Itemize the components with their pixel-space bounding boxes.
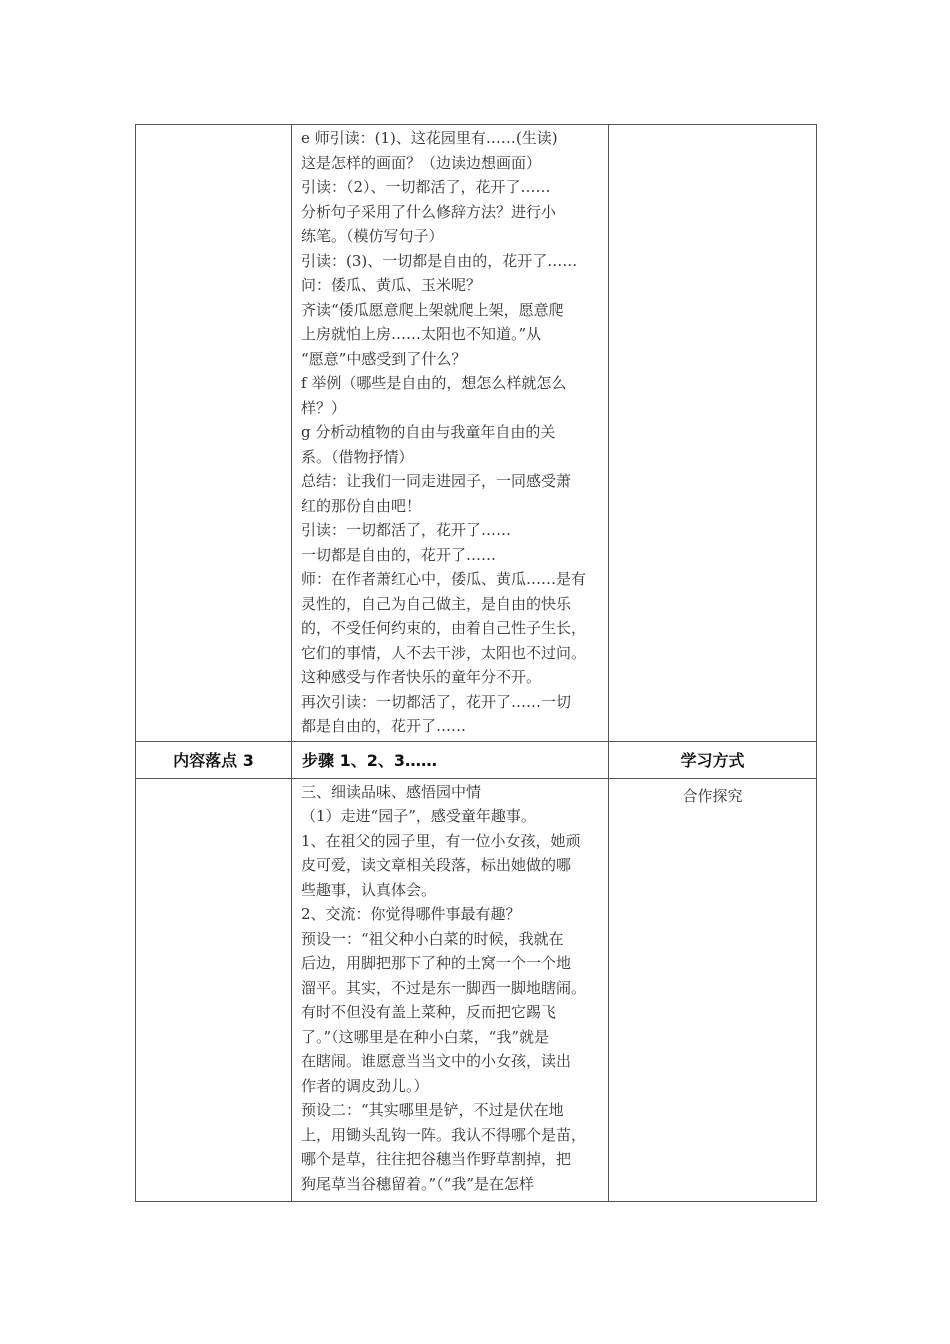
learning-method-value: 合作探究 xyxy=(682,786,743,805)
text-line: e 师引读：(1)、这花园里有……(生读) xyxy=(301,129,558,147)
text-line: 溜平。其实，不过是东一脚西一脚地瞎闹。 xyxy=(301,978,587,997)
text-line: 哪个是草，往往把谷穗当作野草割掉，把 xyxy=(301,1150,572,1168)
text-line: 齐读“倭瓜愿意爬上架就爬上架，愿意爬 xyxy=(301,300,564,319)
content-point-header: 内容落点 3 xyxy=(136,741,292,778)
upper-steps-text xyxy=(292,125,608,741)
lesson-plan-table xyxy=(135,124,817,1202)
text-line: 分析句子采用了什么修辞方法？进行小 xyxy=(301,202,557,221)
text-line: 师：在作者萧红心中，倭瓜、黄瓜……是有 xyxy=(301,570,587,588)
text-line: 的，不受任何约束的，由着自己性子生长， xyxy=(301,619,587,637)
text-line: 狗尾草当谷穗留着。”（“我”是在怎样 xyxy=(301,1174,535,1193)
empty-cell-left xyxy=(136,778,292,1201)
text-line: 上房就怕上房……太阳也不知道。”从 xyxy=(301,325,542,343)
text-line: 这是怎样的画面？（边读边想画面） xyxy=(301,153,542,172)
text-line: 灵性的，自己为自己做主，是自由的快乐 xyxy=(301,594,572,613)
text-line: 预设一：“祖父种小白菜的时候，我就在 xyxy=(301,929,564,948)
text-line: 1、在祖父的园子里，有一位小女孩，她顽 xyxy=(301,831,581,850)
text-line: 样？） xyxy=(301,398,347,417)
text-line: 了。”（这哪里是在种小白菜，“我”就是 xyxy=(301,1027,550,1046)
text-line: 三、细读品味、感悟园中情 xyxy=(301,782,482,801)
lower-steps-cell xyxy=(292,778,609,1201)
text-line: 一切都是自由的，花开了…… xyxy=(301,545,497,564)
text-line: 皮可爱，读文章相关段落，标出她做的哪 xyxy=(301,856,572,874)
steps-header: 步骤 1、2、3…… xyxy=(292,741,609,778)
text-line: 上，用锄头乱钩一阵。我认不得哪个是苗， xyxy=(301,1125,587,1144)
text-line: 引读：一切都活了，花开了…… xyxy=(301,521,512,539)
text-line: 2、交流：你觉得哪件事最有趣？ xyxy=(301,905,521,923)
upper-steps-cell xyxy=(292,125,609,742)
text-line: 预设二：“其实哪里是铲，不过是伏在地 xyxy=(301,1101,564,1119)
empty-cell-left xyxy=(136,125,292,742)
text-line: 有时不但没有盖上菜种，反而把它踢飞 xyxy=(301,1003,557,1021)
text-line: f 举例（哪些是自由的，想怎么样就怎么 xyxy=(301,374,567,392)
text-line: 引读：(3)、一切都是自由的，花开了…… xyxy=(301,251,578,270)
text-line: 后边，用脚把那下了种的土窝一个一个地 xyxy=(301,954,572,972)
text-line: 在瞎闹。谁愿意当当文中的小女孩，读出 xyxy=(301,1052,572,1070)
text-line: 都是自由的，花开了…… xyxy=(301,717,467,735)
text-line: 作者的调皮劲儿。） xyxy=(301,1076,429,1095)
table-row-lower xyxy=(136,778,817,1201)
text-line: “愿意”中感受到了什么？ xyxy=(301,349,467,368)
table-row-upper xyxy=(136,125,817,742)
empty-cell-right xyxy=(609,125,817,742)
text-line: 再次引读：一切都活了，花开了……一切 xyxy=(301,692,572,711)
text-line: 练笔。（模仿写句子） xyxy=(301,227,444,245)
text-line: （1）走进“园子”，感受童年趣事。 xyxy=(301,807,536,825)
lower-steps-text xyxy=(292,779,608,1199)
text-line: 这种感受与作者快乐的童年分不开。 xyxy=(301,668,542,686)
text-line: g 分析动植物的自由与我童年自由的关 xyxy=(301,423,556,441)
text-line: 些趣事，认真体会。 xyxy=(301,880,437,899)
text-line: 系。（借物抒情） xyxy=(301,447,414,466)
text-line: 红的那份自由吧！ xyxy=(301,496,422,515)
text-line: 问：倭瓜、黄瓜、玉米呢？ xyxy=(301,276,482,294)
text-line: 总结：让我们一同走进园子，一同感受萧 xyxy=(301,472,572,490)
text-line: 引读：（2）、一切都活了，花开了…… xyxy=(301,178,551,196)
table-header-row xyxy=(136,741,817,778)
learning-method-header: 学习方式 xyxy=(609,741,817,778)
learning-method-cell xyxy=(609,778,817,1201)
text-line: 它们的事情，人不去干涉，太阳也不过问。 xyxy=(301,643,587,662)
